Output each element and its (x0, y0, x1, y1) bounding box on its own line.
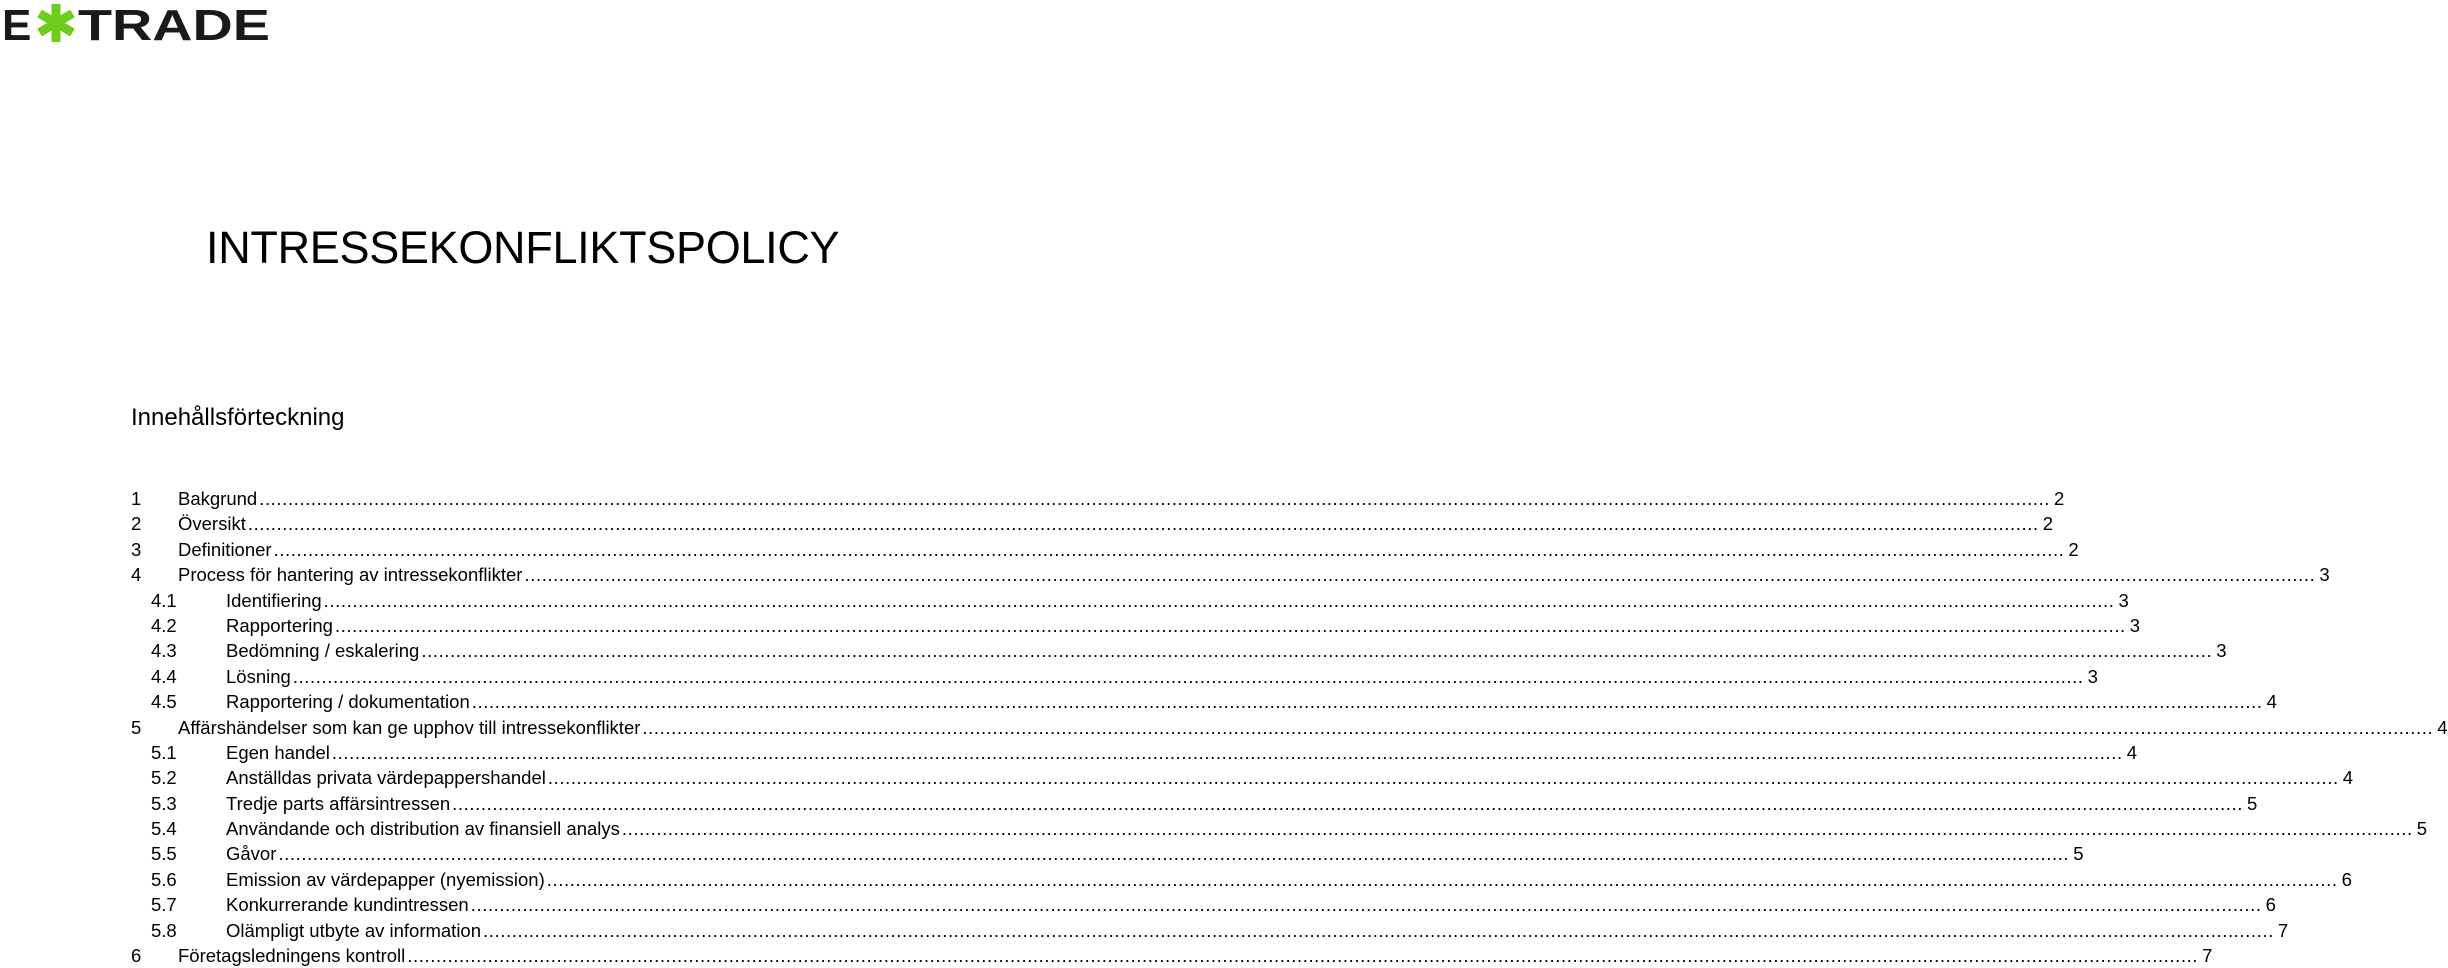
toc-entry-title: Identifiering (226, 589, 322, 611)
toc-entry-title: Definitioner (178, 538, 272, 560)
toc-entry-page-number: 7 (2202, 945, 2213, 967)
toc-entry-title: Rapportering (226, 614, 333, 636)
toc-entry-line (226, 791, 2258, 816)
logo-letter-e: E (2, 1, 32, 50)
toc-entry-number: 5.6 (151, 868, 177, 890)
toc-entry-number: 5.5 (151, 843, 177, 865)
toc-entry-number: 4.2 (151, 614, 177, 636)
toc-entry-title: Användande och distribution av finansiell analys (226, 818, 620, 840)
toc-entry-line (226, 588, 2129, 613)
toc-entry[interactable] (131, 740, 2138, 765)
toc-entry-number: 1 (131, 488, 142, 509)
toc-entry-page-number: 3 (2087, 665, 2098, 687)
toc-entry-title: Affärshändelser som kan ge upphov till intressekonflikter (178, 716, 641, 738)
toc-entry-page-number: 5 (2416, 818, 2428, 840)
toc-entry-page-number: 7 (2277, 919, 2289, 941)
toc-entry-page-number: 5 (2247, 792, 2258, 814)
logo-letters-trade: TRADE (78, 1, 270, 50)
toc-entry-title: Bedömning / eskalering (226, 640, 420, 662)
toc-dot-leader: ........................................................................................................................................................................................................................................................................................................................ (546, 868, 2338, 890)
toc-entry[interactable] (131, 943, 2213, 968)
toc-entry-title: Egen handel (226, 741, 330, 763)
toc-entry[interactable] (131, 841, 2084, 866)
toc-dot-leader: ........................................................................................................................................................................................................................................................................................................................ (292, 665, 2084, 687)
toc-entry-number: 5.3 (151, 792, 177, 814)
toc-entry-number: 2 (131, 513, 142, 535)
toc-heading: Innehållsförteckning (131, 404, 345, 431)
toc-entry-page-number: 3 (2118, 589, 2129, 611)
toc-entry-number: 4.5 (151, 691, 177, 713)
toc-entry-title: Konkurrerande kundintressen (226, 894, 469, 916)
toc-entry-line (226, 740, 2138, 765)
toc-dot-leader: ........................................................................................................................................................................................................................................................................................................................ (452, 792, 2244, 814)
toc-dot-leader: ........................................................................................................................................................................................................................................................................................................................ (547, 767, 2339, 789)
toc-entry-number: 5.1 (151, 741, 177, 763)
toc-entry-line (226, 816, 2428, 841)
toc-entry[interactable] (131, 537, 2079, 562)
toc-dot-leader: ........................................................................................................................................................................................................................................................................................................................ (334, 614, 2126, 636)
toc-entry-line (226, 664, 2098, 689)
toc-entry-number: 4.1 (151, 589, 177, 611)
toc-entry-number: 4.3 (151, 640, 177, 662)
toc-entry[interactable] (131, 816, 2428, 841)
toc-dot-leader: ........................................................................................................................................................................................................................................................................................................................ (483, 919, 2274, 941)
toc-entry-title: Rapportering / dokumentation (226, 691, 470, 713)
toc-entry-title: Olämpligt utbyte av information (226, 919, 482, 941)
toc-entry-title: Bakgrund (178, 488, 258, 509)
toc-entry-page-number: 2 (2042, 513, 2053, 535)
toc-entry-line (178, 537, 2079, 562)
toc-entry[interactable] (131, 562, 2330, 587)
document-title: INTRESSEKONFLIKTSPOLICY (206, 222, 840, 273)
toc-entry-page-number: 5 (2073, 843, 2084, 865)
toc-entry[interactable] (131, 715, 2448, 740)
toc-entry-title: Översikt (178, 513, 246, 535)
toc-entry[interactable] (131, 918, 2289, 943)
toc-entry[interactable] (131, 689, 2277, 714)
toc-dot-leader: ........................................................................................................................................................................................................................................................................................................................ (524, 564, 2316, 586)
toc-entry-line (178, 511, 2053, 536)
toc-entry-title: Anställdas privata värdepappershandel (226, 767, 546, 789)
toc-entry-number: 5.4 (151, 818, 177, 840)
toc-entry-title: Tredje parts affärsintressen (226, 792, 451, 814)
toc-entry-page-number: 6 (2265, 894, 2276, 916)
toc-dot-leader: ........................................................................................................................................................................................................................................................................................................................ (259, 488, 2051, 509)
toc-dot-leader: ........................................................................................................................................................................................................................................................................................................................ (642, 716, 2434, 738)
toc-entry[interactable] (131, 765, 2353, 790)
toc-dot-leader: ........................................................................................................................................................................................................................................................................................................................ (407, 945, 2199, 967)
toc-entry-number: 6 (131, 945, 142, 967)
toc-entry-title: Emission av värdepapper (nyemission) (226, 868, 545, 890)
toc-entry-title: Företagsledningens kontroll (178, 945, 406, 967)
toc-entry-line (226, 841, 2084, 866)
toc-entry-page-number: 3 (2129, 614, 2141, 636)
toc-entry-page-number: 4 (2126, 741, 2138, 763)
toc-entry[interactable] (131, 638, 2227, 663)
toc-dot-leader: ........................................................................................................................................................................................................................................................................................................................ (471, 691, 2263, 713)
toc-entry-page-number: 2 (2054, 488, 2065, 509)
toc-entry[interactable] (131, 664, 2098, 689)
toc-entry[interactable] (131, 511, 2053, 536)
toc-dot-leader: ........................................................................................................................................................................................................................................................................................................................ (621, 818, 2413, 840)
toc-entry-number: 5.8 (151, 919, 177, 941)
toc-entry-page-number: 4 (2266, 691, 2277, 713)
toc-entry-page-number: 4 (2342, 767, 2353, 789)
toc-entry-line (226, 613, 2141, 638)
toc-entry-line (226, 638, 2227, 663)
toc-entry-number: 4 (131, 564, 142, 586)
toc-dot-leader: ........................................................................................................................................................................................................................................................................................................................ (323, 589, 2115, 611)
toc-entry-line (226, 892, 2276, 917)
toc-entry-line (178, 562, 2330, 587)
toc-dot-leader: ........................................................................................................................................................................................................................................................................................................................ (247, 513, 2039, 535)
toc-dot-leader: ........................................................................................................................................................................................................................................................................................................................ (331, 741, 2123, 763)
toc-entry-line (226, 867, 2352, 892)
toc-entry[interactable] (131, 588, 2129, 613)
toc-entry-title: Gåvor (226, 843, 277, 865)
toc-entry-page-number: 2 (2068, 538, 2079, 560)
toc-entry-line (226, 689, 2277, 714)
toc-entry-line (226, 918, 2289, 943)
logo-star-icon (37, 4, 74, 42)
toc-entry[interactable] (131, 486, 2065, 511)
toc-entry[interactable] (131, 867, 2352, 892)
toc-entry-title: Process för hantering av intressekonflikter (178, 564, 523, 586)
toc-dot-leader: ........................................................................................................................................................................................................................................................................................................................ (470, 894, 2262, 916)
toc-entry-page-number: 3 (2216, 640, 2227, 662)
toc-dot-leader: ........................................................................................................................................................................................................................................................................................................................ (421, 640, 2213, 662)
toc-entry-page-number: 6 (2341, 868, 2352, 890)
toc-entry-number: 3 (131, 538, 142, 560)
toc-entry-page-number: 3 (2319, 564, 2330, 586)
toc-dot-leader: ........................................................................................................................................................................................................................................................................................................................ (273, 538, 2065, 560)
toc-entry[interactable] (131, 613, 2141, 638)
toc-entry-line (226, 765, 2353, 790)
toc-entry-number: 5.7 (151, 894, 177, 916)
etrade-logo (2, 1, 272, 50)
toc-entry-title: Lösning (226, 665, 291, 687)
toc-entry-line (178, 715, 2448, 740)
toc-entry-number: 4.4 (151, 665, 177, 687)
toc-entry-number: 5 (131, 716, 142, 738)
toc-entry-line (178, 943, 2213, 968)
toc-entry-number: 5.2 (151, 767, 177, 789)
toc-entry[interactable] (131, 892, 2276, 917)
toc-dot-leader: ........................................................................................................................................................................................................................................................................................................................ (278, 843, 2070, 865)
toc-entry[interactable] (131, 791, 2258, 816)
toc-entry-line (178, 486, 2065, 511)
table-of-contents (131, 486, 2448, 968)
toc-entry-page-number: 4 (2437, 716, 2448, 738)
